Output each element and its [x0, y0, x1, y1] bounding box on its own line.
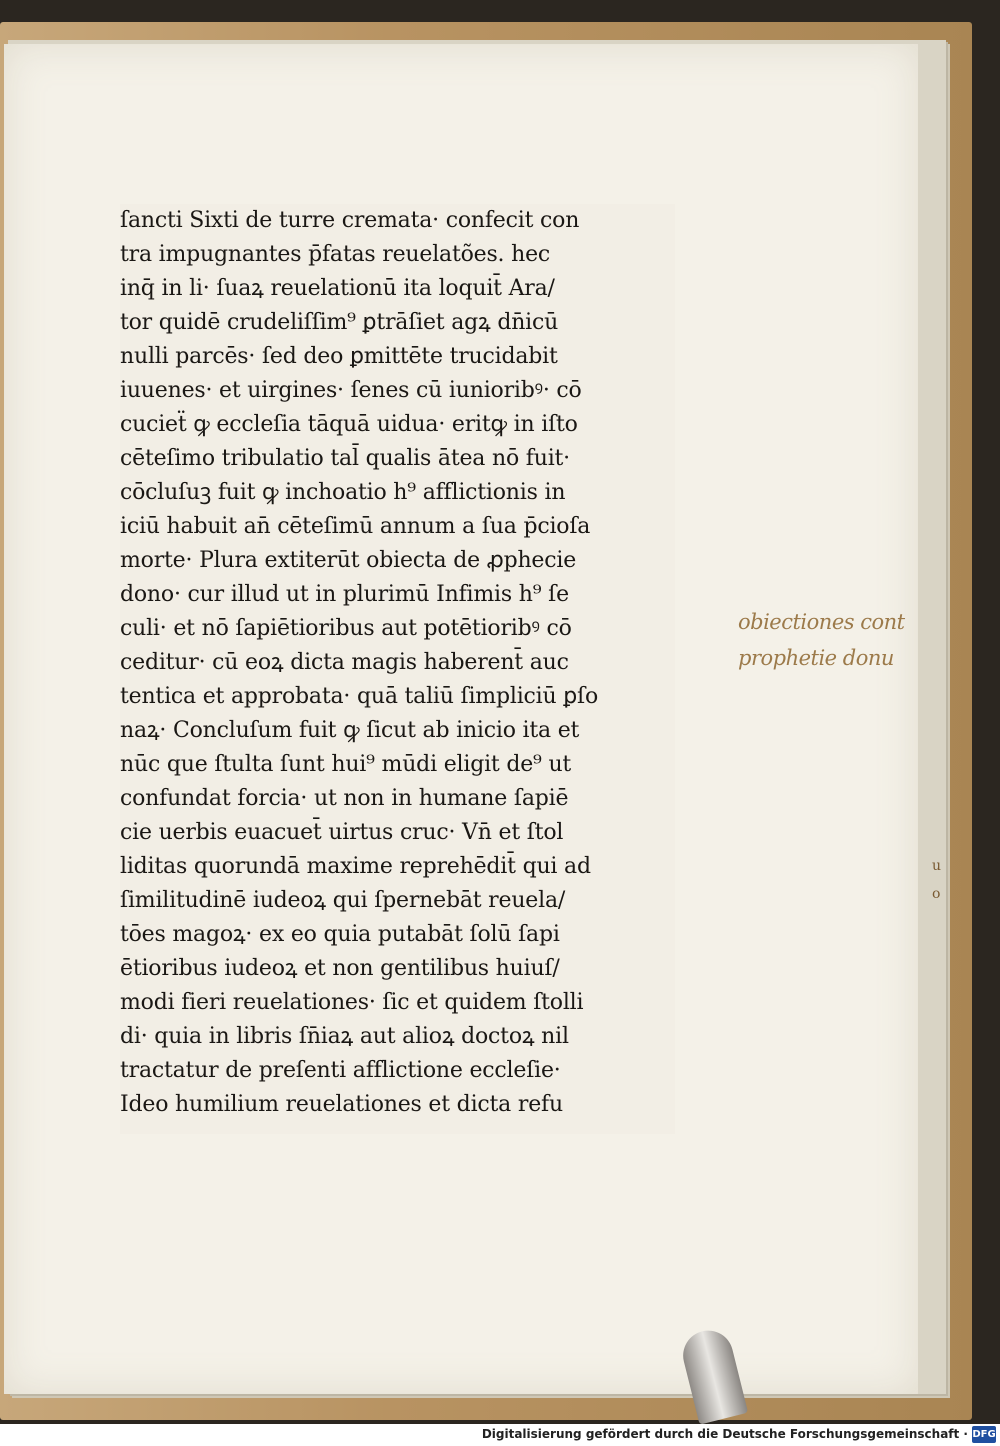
text-line: nūc que ſtulta ſunt hui⁹ mūdi eligit de⁹ ut [120, 752, 572, 777]
edge-marks [932, 852, 950, 908]
text-line: liditas quorundā maxime reprehēdit̄ qui ad [120, 854, 591, 879]
text-line: di· quia in libris ſn̄iaꝝ aut alioꝝ doctoꝝ nil [120, 1024, 569, 1049]
edge-mark: u [932, 858, 942, 874]
footer-credit: Digitalisierung gefördert durch die Deutsche Forschungsgemeinschaft · [481, 1427, 968, 1441]
text-line: culi· et nō ſapiētioribus aut potētioribꝰ cō [120, 616, 572, 641]
text-line: ceditur· cū eoꝝ dicta magis haberent̄ auc [120, 650, 569, 675]
text-line: ſancti Sixti de turre cremata· confecit con [120, 208, 580, 233]
text-line: cie uerbis euacuet̄ uirtus cruc· Vn̄ et ſtol [120, 820, 564, 845]
text-line: tentica et approbata· quā taliū ſimpliciū ꝑſo [120, 684, 598, 709]
text-line: tractatur de preſenti afflictione eccleſie· [120, 1058, 561, 1083]
footer-bar [0, 1424, 1000, 1446]
text-line: iuuenes· et uirgines· ſenes cū iunioribꝰ· cō [120, 378, 582, 403]
text-line: dono· cur illud ut in plurimū Infimis h⁹ ſe [120, 582, 569, 607]
book-page [4, 44, 942, 1394]
text-line: cēteſimo tribulatio tal̄ qualis ātea nō fuit· [120, 446, 570, 471]
text-line: ſimilitudinē iudeoꝝ qui ſpernebāt reuela/ [120, 888, 566, 913]
text-line: cucieẗ ꝙ eccleſia tāquā uidua· eritꝙ in iſto [120, 412, 578, 437]
text-line: cōcluſuꝫ fuit ꝙ inchoatio h⁹ afflictionis in [120, 480, 566, 505]
text-line: tor quidē crudeliſſim⁹ ꝑtrāſiet agꝝ dn̄icū [120, 310, 559, 335]
text-line: inq̄ in li· ſuaꝝ reuelationū ita loquit̄ Ara/ [120, 276, 555, 301]
main-text-block [120, 204, 675, 1134]
text-line: naꝝ· Concluſum fuit ꝙ ſicut ab inicio ita et [120, 718, 580, 743]
edge-mark: o [932, 886, 941, 902]
text-line: tōes magoꝝ· ex eo quia putabāt ſolū ſapi [120, 922, 560, 947]
dfg-logo: DFG [972, 1426, 996, 1443]
annotation-line: prophetie donu [738, 646, 894, 670]
text-line: confundat forcia· ut non in humane ſapiē [120, 786, 569, 811]
text-line: nulli parcēs· ſed deo ꝑmittēte trucidabit [120, 344, 558, 369]
text-line: iciū habuit an̄ cēteſimū annum a ſua p̄cioſa [120, 514, 591, 539]
text-line: morte· Plura extiterūt obiecta de ꝓphecie [120, 548, 577, 573]
annotation-line: obiectiones cont [738, 610, 905, 634]
text-line: modi fieri reuelationes· ſic et quidem ſtolli [120, 990, 584, 1015]
text-line: ētioribus iudeoꝝ et non gentilibus huiuſ/ [120, 956, 560, 981]
text-line: Ideo humilium reuelationes et dicta refu [120, 1092, 563, 1117]
marginal-annotation [738, 604, 938, 676]
text-line: tra impugnantes p̄fatas reuelatões. hec [120, 242, 551, 267]
